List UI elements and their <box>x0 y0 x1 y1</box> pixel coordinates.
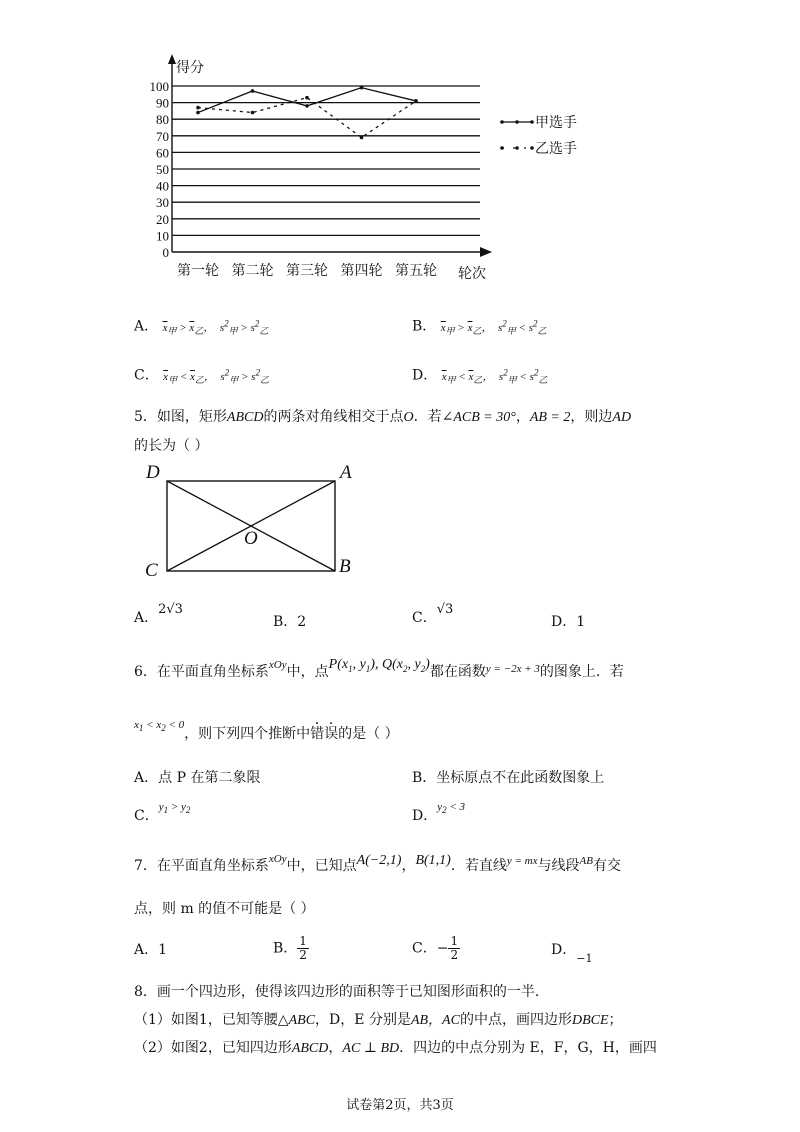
q4-option-b[interactable]: B． $\overline{x}_甲 > \overline{x}_乙$， $s^2_甲 < s^2_乙$ <box>412 318 547 336</box>
series-2-point-4 <box>360 136 364 140</box>
q8-stem-line2: （1）如图1，已知等腰△ABC，D，E 分别是AB，AC的中点，画四边形DBCE； <box>134 1012 623 1028</box>
x-axis-label: 轮次 <box>458 266 486 282</box>
q7-option-d[interactable]: D．$_{-1}$ <box>551 942 593 965</box>
q5-option-d[interactable]: D．1 <box>551 614 586 630</box>
x-tick-1: 第一轮 <box>177 263 219 279</box>
series-1-point-4 <box>360 86 364 90</box>
legend-2-dot-3 <box>530 146 534 150</box>
legend-1-dot-2 <box>515 120 519 124</box>
vertex-c-label: C <box>145 560 158 581</box>
q6-option-c[interactable]: C．$^{y_1 > y_2}$ <box>134 801 191 824</box>
series-line-2 <box>198 98 416 138</box>
y-tick-70: 70 <box>156 128 169 144</box>
q8-stem-line3: （2）如图2，已知四边形ABCD，AC ⊥ BD．四边的中点分别为 E，F，G，H，画四 <box>134 1040 657 1056</box>
q6-stem-line1: 6．在平面直角坐标系$^{xOy}$中，点$P(x_1$, $y_1$), $Q(x_2$, $y_2$)都在函数$^{y = -2x + 3}$的图象上．若 <box>134 657 624 680</box>
q5-stem-line2: 的长为（ ） <box>134 438 209 454</box>
series-1-point-2 <box>251 89 255 93</box>
series-2-point-5 <box>414 99 418 103</box>
q5-stem-line1: 5．如图，矩形ABCD的两条对角线相交于点O．若∠ACB = 30°，AB = 2，则边AD <box>134 409 632 425</box>
y-tick-60: 60 <box>156 145 169 161</box>
q8-stem-line1: 8．画一个四边形，使得该四边形的面积等于已知图形面积的一半． <box>134 984 549 1000</box>
y-axis-arrow <box>168 54 176 64</box>
series-1-point-1 <box>196 111 200 115</box>
q5-option-b[interactable]: B．2 <box>273 614 307 630</box>
score-line-chart <box>140 52 620 292</box>
series-2-point-3 <box>305 96 309 100</box>
legend-label-2: 乙选手 <box>535 141 577 157</box>
q4-option-c[interactable]: C． $\overline{x}_甲 < \overline{x}_乙$， $s^2_甲 > s^2_乙$ <box>134 367 269 385</box>
q6-option-a[interactable]: A．点 P 在第二象限 <box>134 770 261 786</box>
y-tick-40: 40 <box>156 178 169 194</box>
q6-option-d[interactable]: D．$^{y_2 < 3}$ <box>412 801 466 824</box>
y-tick-30: 30 <box>156 195 169 211</box>
y-tick-10: 10 <box>156 228 169 244</box>
legend-label-1: 甲选手 <box>535 115 577 131</box>
y-tick-0: 0 <box>162 245 169 260</box>
x-axis-arrow <box>480 247 492 257</box>
y-tick-20: 20 <box>156 211 169 227</box>
rectangle-figure <box>140 460 370 585</box>
center-o-label: O <box>244 528 258 549</box>
legend-2-dot-1 <box>500 146 504 150</box>
x-tick-3: 第三轮 <box>286 263 328 279</box>
legend-1-dot-3 <box>530 120 534 124</box>
vertex-b-label: B <box>339 556 351 577</box>
x-tick-4: 第四轮 <box>340 263 383 279</box>
legend-2-dot-2 <box>515 146 519 150</box>
x-tick-5: 第五轮 <box>395 263 437 279</box>
series-line-1 <box>198 88 416 113</box>
q4-option-a[interactable]: A． $\overline{x}_甲 > \overline{x}_乙$， $s^2_甲 > s^2_乙$ <box>134 318 269 336</box>
y-tick-50: 50 <box>156 162 169 177</box>
vertex-d-label: D <box>146 462 160 483</box>
q7-stem-line1: 7．在平面直角坐标系$^{xOy}$中，已知点A(−2,1)，B(1,1)．若直线$^{y = mx}$与线段$^{AB}$有交 <box>134 853 621 874</box>
q4-option-d[interactable]: D． $\overline{x}_甲 < \overline{x}_乙$， $s^2_甲 < s^2_乙$ <box>412 367 548 385</box>
q7-option-a[interactable]: A．1 <box>134 942 168 958</box>
series-2-point-2 <box>251 111 255 115</box>
y-tick-100: 100 <box>149 79 169 94</box>
page-footer: 试卷第2页，共3页 <box>346 1098 454 1113</box>
legend-1-dot-1 <box>500 120 504 124</box>
q7-option-b[interactable]: B． $\frac{1}{2}$ <box>273 934 307 962</box>
x-tick-2: 第二轮 <box>231 263 274 279</box>
vertex-a-label: A <box>340 462 352 483</box>
y-tick-80: 80 <box>156 112 169 128</box>
y-axis-label: 得分 <box>176 60 204 76</box>
q6-option-b[interactable]: B．坐标原点不在此函数图象上 <box>412 770 605 786</box>
q5-option-c[interactable]: C．√3 <box>412 602 454 626</box>
series-2-point-1 <box>196 106 200 110</box>
series-1-point-3 <box>305 104 309 108</box>
q6-stem-line2: $^{x_1 < x_2 < 0}$，则下列四个推断中错误的是（ ） <box>134 719 399 742</box>
y-tick-90: 90 <box>156 95 169 111</box>
q7-stem-line2: 点，则 m 的值不可能是（ ） <box>134 901 315 917</box>
q7-option-c[interactable]: C．− $\frac{1}{2}$ <box>412 934 459 962</box>
q5-option-a[interactable]: A．2√3 <box>134 602 183 626</box>
